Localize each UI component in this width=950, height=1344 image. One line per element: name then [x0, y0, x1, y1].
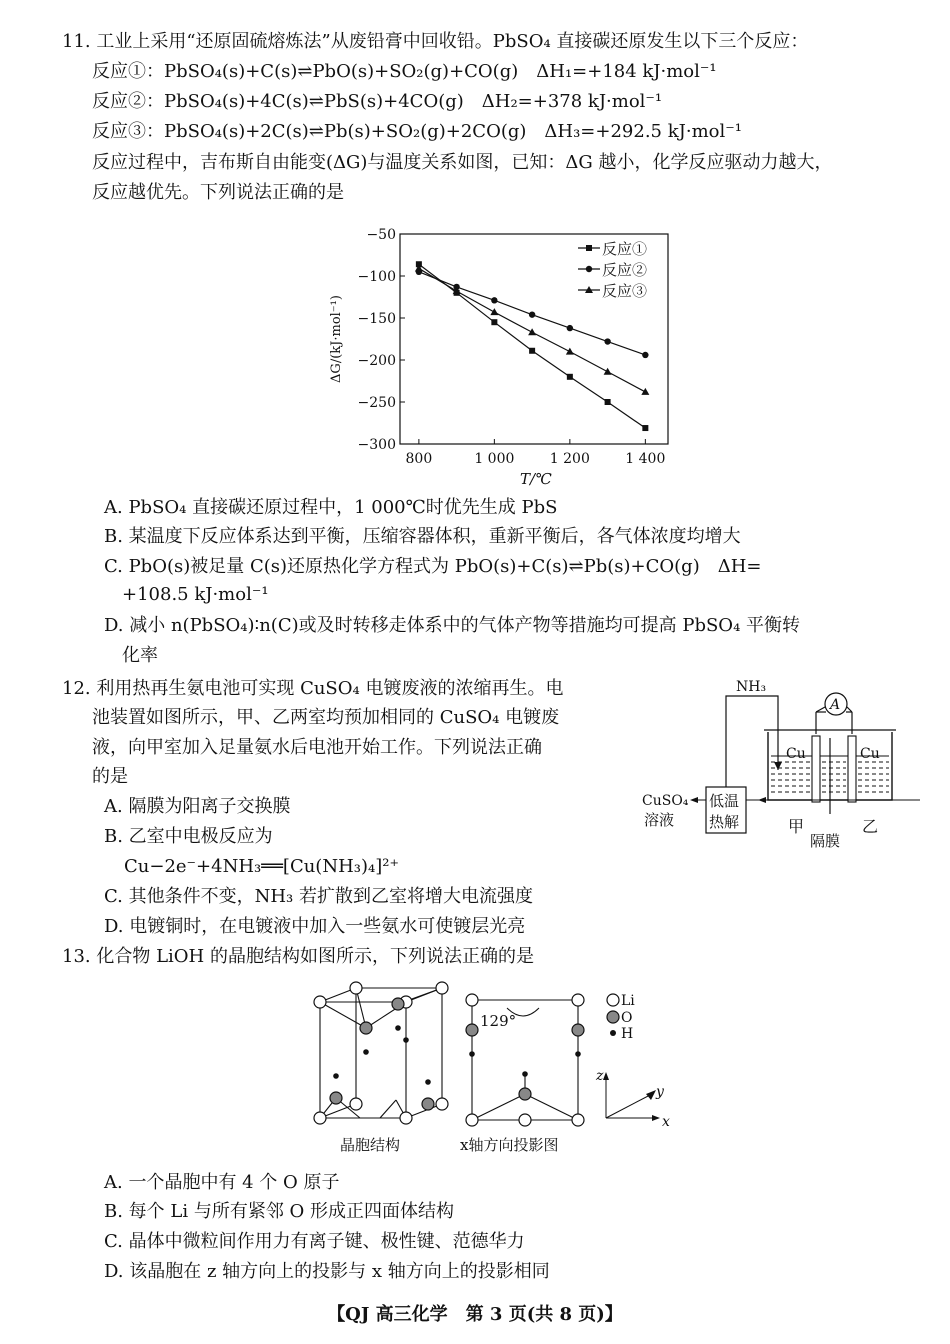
axis-y-label: y [656, 1084, 664, 1100]
li-atom [466, 994, 478, 1006]
axis-x-label: x [662, 1114, 670, 1130]
q13-option-d: D. 该晶胞在 z 轴方向上的投影与 x 轴方向上的投影相同 [104, 1261, 550, 1282]
q13-crystal-diagram [300, 978, 690, 1163]
li-atom [572, 994, 584, 1006]
series-3-point [604, 368, 612, 375]
q12-option-a: A. 隔膜为阳离子交换膜 [104, 796, 291, 817]
axis-z-label: z [596, 1068, 604, 1084]
h-atom [395, 1025, 401, 1031]
legend-label-3: 反应③ [602, 282, 648, 300]
y-tick-label: −100 [357, 269, 396, 285]
series-3-point [566, 348, 574, 355]
q11-option-b: B. 某温度下反应体系达到平衡，压缩容器体积，重新平衡后，各气体浓度均增大 [104, 526, 741, 547]
q11-reaction-3: 反应③：PbSO₄(s)+2C(s)⇌Pb(s)+SO₂(g)+2CO(g) ΔH₃=+292.5 kJ·mol⁻¹ [92, 121, 742, 142]
right-electrode [848, 736, 856, 802]
box-text-2: 热解 [709, 813, 740, 831]
q12-stem-2: 池装置如图所示，甲、乙两室均预加相同的 CuSO₄ 电镀废 [92, 707, 560, 728]
q13-option-c: C. 晶体中微粒间作用力有离子键、极性键、范德华力 [104, 1231, 525, 1252]
y-axis-label: ΔG/(kJ·mol⁻¹) [329, 295, 344, 383]
q12-stem-3: 液，向甲室加入足量氨水后电池开始工作。下列说法正确 [92, 737, 542, 758]
legend-marker-1 [586, 245, 592, 251]
li-atom [314, 1112, 326, 1124]
o-atom [466, 1024, 478, 1036]
chamber-yi-label: 乙 [862, 817, 879, 836]
li-atom [436, 982, 448, 994]
q11-option-c-line2: +108.5 kJ·mol⁻¹ [122, 584, 269, 605]
q12-stem-1: 12. 利用热再生氨电池可实现 CuSO₄ 电镀废液的浓缩再生。电 [62, 678, 564, 699]
series-1-point [605, 399, 611, 405]
q12-stem-4: 的是 [92, 766, 128, 787]
q13-option-b: B. 每个 Li 与所有紧邻 O 形成正四面体结构 [104, 1201, 455, 1222]
h-atom [469, 1051, 475, 1057]
x-tick-label: 1 400 [625, 451, 666, 467]
q11-option-a: A. PbSO₄ 直接碳还原过程中，1 000℃时优先生成 PbS [104, 497, 558, 518]
li-legend-label: Li [621, 993, 635, 1009]
x-tick-label: 1 000 [474, 451, 515, 467]
h-atom [403, 1037, 409, 1043]
o-atom [392, 998, 404, 1010]
y-tick-label: −250 [357, 395, 396, 411]
caption-projection: x轴方向投影图 [460, 1136, 559, 1154]
li-legend-icon [607, 994, 619, 1006]
series-2-point [491, 297, 497, 303]
nh3-label: NH₃ [736, 679, 767, 695]
o-legend-icon [607, 1011, 619, 1023]
o-atom [572, 1024, 584, 1036]
series-1-point [642, 425, 648, 431]
q11-option-d-line1: D. 减小 n(PbSO₄)∶n(C)或及时转移走体系中的气体产物等措施均可提高 PbSO₄ 平衡转 [104, 615, 801, 636]
li-atom [400, 1112, 412, 1124]
caption-cell: 晶胞结构 [340, 1136, 401, 1154]
y-tick-label: −300 [357, 437, 396, 453]
li-atom [436, 1098, 448, 1110]
q11-reaction-1: 反应①：PbSO₄(s)+C(s)⇌PbO(s)+SO₂(g)+CO(g) ΔH₁=+184 kJ·mol⁻¹ [92, 61, 717, 82]
h-atom [522, 1071, 528, 1077]
li-atom [519, 1114, 531, 1126]
series-3-point [490, 308, 498, 315]
h-atom [363, 1049, 369, 1055]
q13-stem: 13. 化合物 LiOH 的晶胞结构如图所示，下列说法正确的是 [62, 946, 534, 967]
series-1-point [491, 319, 497, 325]
li-atom [572, 1114, 584, 1126]
legend-label-2: 反应② [602, 261, 648, 279]
x-tick-label: 1 200 [549, 451, 590, 467]
y-tick-label: −50 [366, 227, 396, 243]
x-axis-label: T/℃ [520, 470, 552, 488]
series-2-point [567, 325, 573, 331]
h-atom [425, 1079, 431, 1085]
q11-option-d-line2: 化率 [122, 645, 158, 666]
o-atom [360, 1022, 372, 1034]
legend-marker-2 [586, 266, 592, 272]
ammeter-label: A [830, 697, 841, 713]
q11-stem: 11. 工业上采用“还原固硫熔炼法”从废铅膏中回收铅。PbSO₄ 直接碳还原发生以下三个反应： [62, 31, 809, 52]
q12-option-d: D. 电镀铜时，在电镀液中加入一些氨水可使镀层光亮 [104, 916, 526, 937]
o-legend-label: O [621, 1010, 633, 1026]
q13-option-a: A. 一个晶胞中有 4 个 O 原子 [104, 1172, 340, 1193]
h-legend-icon [610, 1030, 616, 1036]
box-text-1: 低温 [709, 792, 740, 810]
q11-premise-2: 反应越优先。下列说法正确的是 [92, 182, 344, 203]
series-2-point [529, 311, 535, 317]
cu-right-label: Cu [860, 746, 880, 762]
h-atom [575, 1051, 581, 1057]
angle-label: 129° [480, 1012, 517, 1030]
q12-option-b-equation: Cu−2e⁻+4NH₃══[Cu(NH₃)₄]²⁺ [124, 856, 399, 877]
series-1-point [529, 348, 535, 354]
q11-chart [320, 222, 680, 492]
h-atom [333, 1073, 339, 1079]
legend-label-1: 反应① [602, 240, 648, 258]
membrane-label: 隔膜 [810, 832, 841, 850]
li-atom [350, 982, 362, 994]
q11-reaction-2: 反应②：PbSO₄(s)+4C(s)⇌PbS(s)+4CO(g) ΔH₂=+378 kJ·mol⁻¹ [92, 91, 663, 112]
series-3-point [528, 328, 536, 335]
q12-option-b: B. 乙室中电极反应为 [104, 826, 273, 847]
o-atom [330, 1092, 342, 1104]
o-atom [519, 1088, 531, 1100]
q11-premise-1: 反应过程中，吉布斯自由能变(ΔG)与温度关系如图，已知：ΔG 越小，化学反应驱动力越大， [92, 152, 833, 173]
li-atom [466, 1114, 478, 1126]
li-atom [350, 1098, 362, 1110]
cu-left-label: Cu [786, 746, 806, 762]
chamber-jia-label: 甲 [788, 817, 805, 836]
series-2-point [604, 338, 610, 344]
series-2-point [642, 352, 648, 358]
x-tick-label: 800 [405, 451, 433, 467]
o-atom [422, 1098, 434, 1110]
q12-cell-diagram [640, 672, 920, 852]
q12-option-c: C. 其他条件不变，NH₃ 若扩散到乙室将增大电流强度 [104, 886, 533, 907]
li-atom [314, 996, 326, 1008]
cuso4-label: CuSO₄ [642, 793, 689, 809]
series-3-point [641, 388, 649, 395]
y-tick-label: −150 [357, 311, 396, 327]
left-electrode [812, 736, 820, 802]
y-tick-label: −200 [357, 353, 396, 369]
q11-option-c-line1: C. PbO(s)被足量 C(s)还原热化学方程式为 PbO(s)+C(s)⇌Pb(s)+CO(g) ΔH= [104, 556, 762, 577]
solution-label: 溶液 [644, 811, 675, 829]
series-1-point [567, 374, 573, 380]
h-legend-label: H [621, 1026, 634, 1042]
page-footer: 【QJ 高三化学 第 3 页(共 8 页)】 [327, 1304, 623, 1325]
